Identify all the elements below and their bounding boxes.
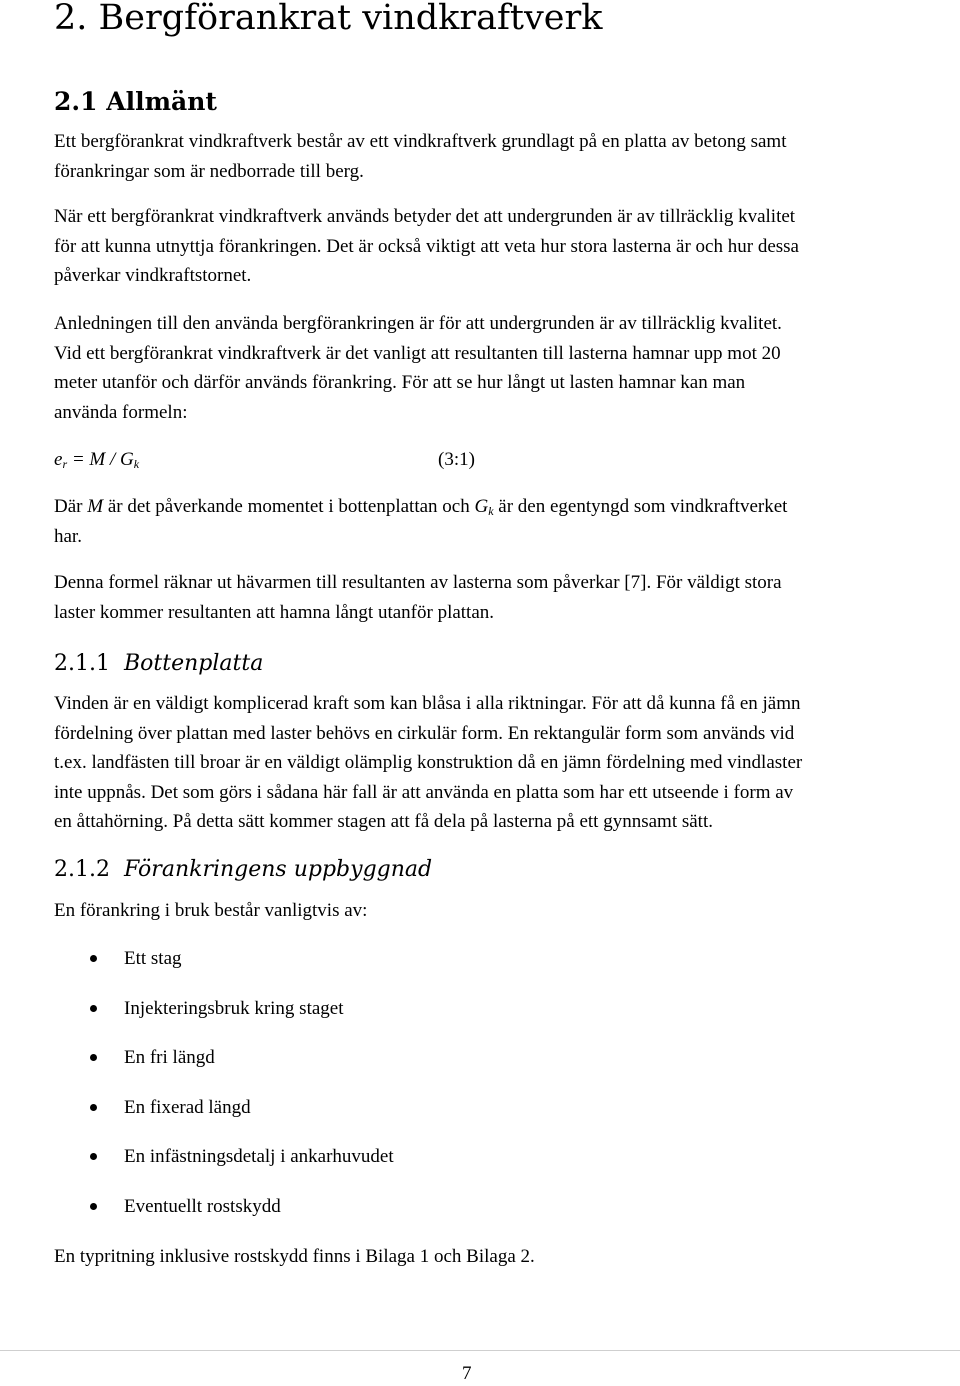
- paragraph-line: meter utanför och därför används förankring. För att se hur långt ut lasten hamnar kan man: [54, 372, 746, 393]
- footer-divider: [0, 1350, 960, 1351]
- bullet-icon: [90, 1005, 97, 1012]
- paragraph-6: [54, 896, 904, 926]
- intro-paragraph: [54, 127, 904, 186]
- paragraph-line: Denna formel räknar ut hävarmen till resultanten av lasterna som påverkar [7]. För väldigt stora: [54, 572, 782, 593]
- paragraph-5: [54, 689, 904, 837]
- section-heading-2-1-1: [54, 649, 263, 679]
- formula-subscript-k: k: [133, 457, 140, 471]
- formula-e: e: [54, 449, 63, 470]
- section-number: 2.1.1: [54, 651, 110, 676]
- paragraph-3: [54, 309, 904, 427]
- bullet-icon: [90, 1054, 97, 1061]
- paragraph-line: Där M är det påverkande momentet i bottenplattan och $G_k$ är den egentyngd som vindkraftverket: [54, 496, 788, 518]
- bullet-icon: [90, 1104, 97, 1111]
- formula-subscript-r: r: [62, 457, 68, 471]
- bullet-icon: [90, 1153, 97, 1160]
- formula-body: = M / G: [67, 449, 134, 470]
- paragraph-line: Ett bergförankrat vindkraftverk består av ett vindkraftverk grundlagt på en platta av betong samt: [54, 131, 787, 152]
- paragraph-line: påverkar vindkraftstornet.: [54, 265, 252, 286]
- paragraph-line: När ett bergförankrat vindkraftverk används betyder det att undergrunden är av tillräcklig kvalitet: [54, 206, 796, 227]
- paragraph-7: [54, 1242, 904, 1272]
- formula-3-1: [54, 446, 475, 474]
- paragraph-2: [54, 202, 904, 291]
- section-heading-2-1-2: [54, 855, 432, 885]
- section-number: 2.1.2: [54, 857, 110, 882]
- bullet-icon: [90, 955, 97, 962]
- paragraph-line: förankringar som är nedborrade till berg.: [54, 160, 364, 182]
- paragraph-line: för att kunna utnyttja förankringen. Det är också viktigt att veta hur stora lasterna är och hur dessa: [54, 235, 799, 257]
- paragraph-line: Anledningen till den använda bergförankringen är för att undergrunden är av tillräcklig kvalitet.: [54, 313, 782, 334]
- section-title: Förankringens uppbyggnad: [124, 857, 433, 882]
- paragraph-line: fördelning över plattan med laster behövs en cirkulär form. En rektangulär form som används vid: [54, 722, 795, 744]
- paragraph-line: Vinden är en väldigt komplicerad kraft som kan blåsa i alla riktningar. För att då kunna få en jämn: [54, 693, 801, 714]
- equation-number: (3:1): [438, 449, 475, 470]
- bullet-icon: [90, 1203, 97, 1210]
- paragraph-line: En typritning inklusive rostskydd finns i Bilaga 1 och Bilaga 2.: [54, 1246, 535, 1267]
- paragraph-line: En förankring i bruk består vanligtvis av:: [54, 900, 368, 921]
- chapter-heading: 2. Bergförankrat vindkraftverk: [54, 0, 603, 38]
- paragraph-line: laster kommer resultanten att hamna långt utanför plattan.: [54, 601, 495, 623]
- paragraph-line: Vid ett bergförankrat vindkraftverk är det vanligt att resultanten till lasterna hamnar upp mot 20: [54, 342, 781, 364]
- formula-explanation: [54, 492, 904, 551]
- section-title: Bottenplatta: [124, 651, 264, 676]
- section-heading-2-1: 2.1 Allmänt: [54, 87, 217, 116]
- paragraph-line: använda formeln:: [54, 401, 188, 423]
- paragraph-line: har.: [54, 525, 82, 547]
- paragraph-line: t.ex. landfästen till broar är en väldigt olämplig konstruktion då en jämn fördelning med vindlaster: [54, 752, 803, 773]
- paragraph-line: inte uppnås. Det som görs i sådana här fall är att använda en platta som har ett utseende i form av: [54, 781, 794, 803]
- paragraph-4: [54, 568, 904, 627]
- page-number: 7: [462, 1363, 472, 1384]
- paragraph-line: en åttahörning. På detta sätt kommer stagen att få dela på lasterna på ett gynnsamt sätt.: [54, 811, 713, 832]
